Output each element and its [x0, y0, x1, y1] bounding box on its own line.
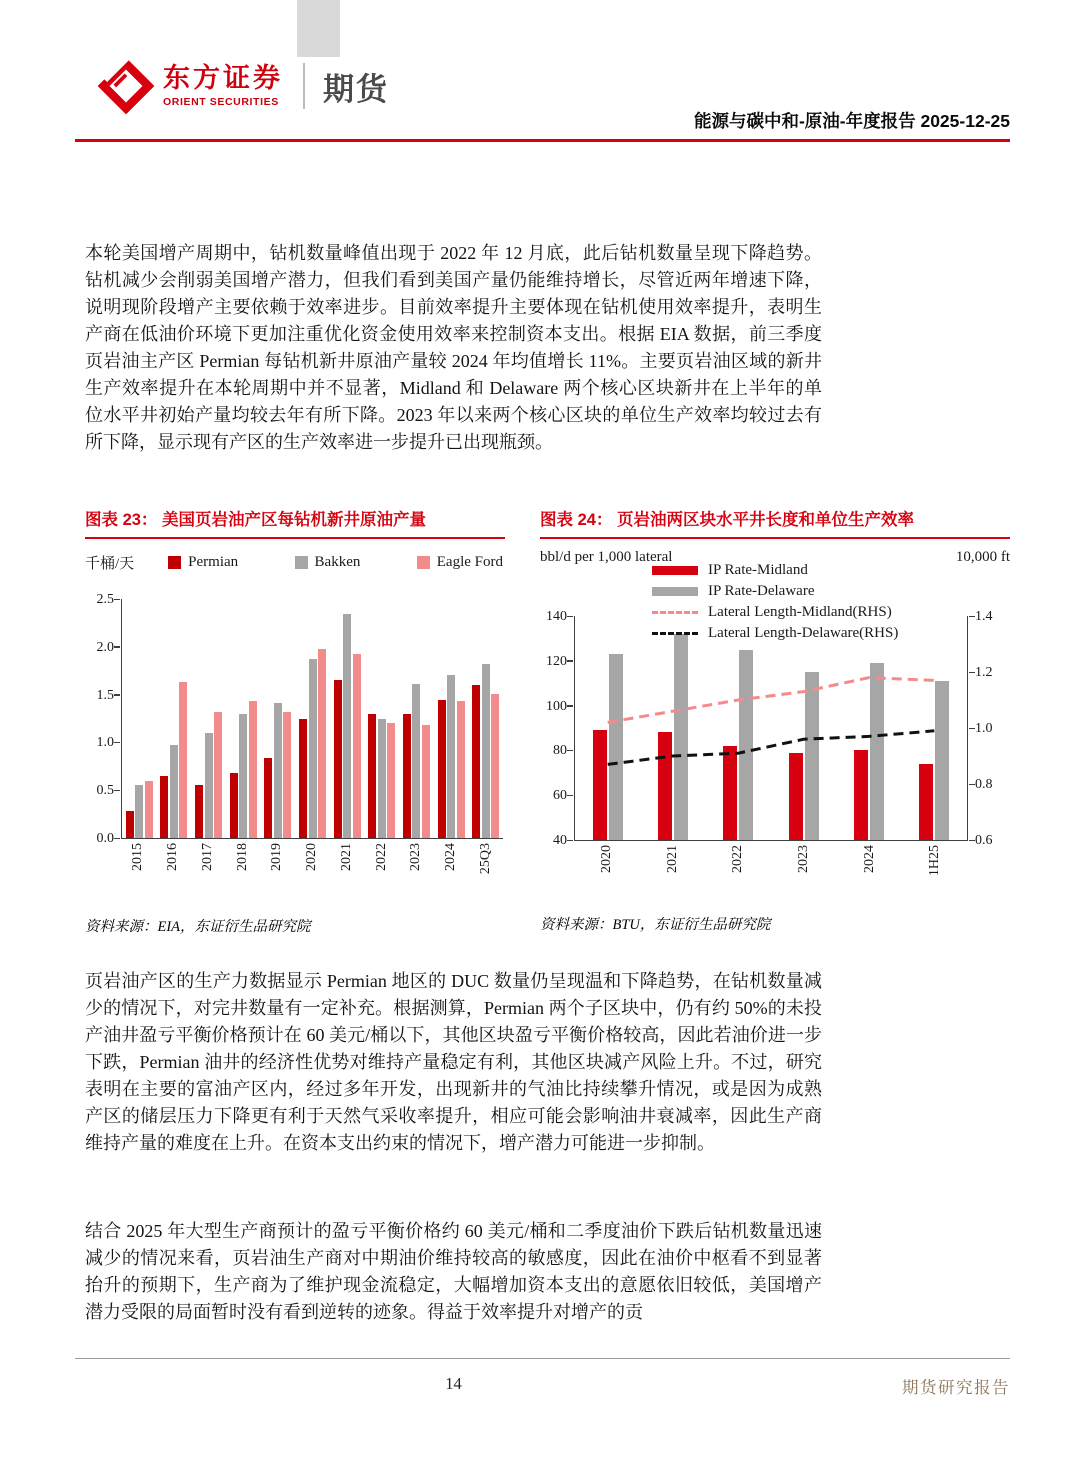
bar-eagle-ford — [387, 723, 395, 838]
figure-23-x-axis — [121, 843, 503, 901]
figure-24-x-axis — [574, 845, 968, 899]
x-axis-tick-label: 2023 — [795, 845, 811, 873]
y-axis-tick — [567, 616, 573, 618]
figure-23-legend — [168, 554, 503, 571]
y-axis-tick — [567, 795, 573, 797]
y-axis-tick-label: 80 — [553, 743, 567, 759]
legend-line-swatch — [652, 611, 698, 614]
y-axis-tick — [567, 750, 573, 752]
bar-eagle-ford — [491, 694, 499, 838]
x-axis-tick-label: 2015 — [130, 843, 146, 871]
x-axis-cell — [225, 843, 260, 901]
brand-text — [163, 64, 283, 107]
legend-line-swatch — [652, 632, 698, 635]
bar-bakken — [170, 745, 178, 838]
x-axis-cell — [434, 843, 469, 901]
x-axis-tick-label: 2024 — [442, 843, 458, 871]
bar-permian — [403, 714, 411, 838]
bar-permian — [299, 719, 307, 839]
figure-24-left-axis-label: bbl/d per 1,000 lateral — [540, 549, 673, 565]
x-axis-tick-label: 2018 — [234, 843, 250, 871]
bar-permian — [438, 700, 446, 838]
brand-divider — [303, 63, 305, 109]
figure-24-y-axis-left — [540, 609, 574, 848]
y-axis-tick-label: 1.2 — [975, 665, 993, 680]
legend-label: IP Rate-Delaware — [708, 583, 815, 599]
x-axis-cell — [156, 843, 191, 901]
y-axis-tick-label: 1.4 — [975, 609, 993, 624]
x-axis-tick-label: 1H25 — [927, 845, 943, 877]
figure-23-unit-label: 千桶/天 — [85, 556, 135, 572]
bar-eagle-ford — [179, 682, 187, 838]
header-gray-block — [297, 0, 340, 57]
bar-bakken — [447, 675, 455, 838]
header-rule — [75, 139, 1010, 142]
legend-label: Eagle Ford — [436, 554, 503, 570]
bar-ip-rate-delaware — [935, 681, 949, 840]
bar-bakken — [274, 703, 282, 838]
legend-item-ip-rate-midland — [652, 562, 898, 579]
legend-label: Permian — [188, 554, 239, 570]
y-axis-tick — [567, 660, 573, 662]
brand-name-en: ORIENT SECURITIES — [163, 95, 279, 108]
y-axis-tick-label: 0.8 — [975, 777, 993, 792]
bar-permian — [195, 785, 203, 838]
figure-24-y-axis-right — [968, 609, 1008, 848]
fig24-plot — [574, 616, 968, 841]
x-axis-cell — [574, 845, 640, 899]
x-axis-cell — [121, 843, 156, 901]
bar-ip-rate-delaware — [870, 663, 884, 840]
y-axis-tick — [567, 840, 573, 842]
y-axis-tick-label: 2.5 — [96, 592, 114, 607]
bar-permian — [126, 811, 134, 838]
x-axis-tick-label: 2019 — [269, 843, 285, 871]
bar-eagle-ford — [457, 701, 465, 838]
legend-label: Lateral Length-Delaware(RHS) — [708, 625, 899, 641]
y-axis-tick — [114, 694, 120, 696]
x-axis-cell — [640, 845, 706, 899]
y-axis-tick-label: 2.0 — [96, 639, 114, 655]
bar-bakken — [135, 785, 143, 838]
bar-eagle-ford — [283, 712, 291, 838]
bar-eagle-ford — [318, 649, 326, 838]
division-label: 期货 — [323, 71, 389, 107]
bar-eagle-ford — [422, 725, 430, 838]
x-axis-cell — [260, 843, 295, 901]
y-axis-tick-label: 0.0 — [96, 831, 114, 846]
bar-permian — [472, 685, 480, 838]
bar-eagle-ford — [353, 654, 361, 839]
orient-securities-logo-icon — [98, 58, 154, 114]
x-axis-tick-label: 2020 — [304, 843, 320, 871]
bar-bakken — [205, 733, 213, 838]
y-axis-tick-label: 40 — [553, 833, 567, 848]
bar-permian — [368, 714, 376, 838]
bar-bakken — [309, 659, 317, 838]
x-axis-tick-label: 2020 — [598, 845, 614, 873]
figure-23 — [85, 506, 505, 936]
legend-bar-swatch — [652, 566, 698, 575]
x-axis-tick-label: 2022 — [730, 845, 746, 873]
bar-ip-rate-delaware — [739, 650, 753, 840]
line-overlay — [575, 616, 967, 840]
bar-ip-rate-midland — [593, 730, 607, 840]
x-axis-tick-label: 2016 — [165, 843, 181, 871]
x-axis-cell — [399, 843, 434, 901]
x-axis-tick-label: 2022 — [373, 843, 389, 871]
bar-bakken — [239, 714, 247, 838]
y-axis-tick-label: 100 — [546, 698, 567, 714]
figure-24-source: 资料来源：BTU，东证衍生品研究院 — [540, 917, 771, 933]
y-axis-tick — [567, 705, 573, 707]
x-axis-tick-label: 2024 — [861, 845, 877, 873]
bar-ip-rate-midland — [854, 750, 868, 840]
bar-permian — [160, 776, 168, 838]
page-number: 14 — [445, 1374, 462, 1393]
x-axis-cell — [295, 843, 330, 901]
figure-23-chart — [85, 592, 505, 846]
y-axis-tick-label: 0.6 — [975, 833, 993, 848]
x-axis-cell — [329, 843, 364, 901]
paragraph-2: 页岩油产区的生产力数据显示 Permian 地区的 DUC 数量仍呈现温和下降趋势，在钻机数量减少的情况下，对完井数量有一定补充。根据测算，Permian 两个子区块中，仍有约 50%的未投产油井盈亏平衡价格预计在 60 美元/桶以下，其他区块盈亏平衡价格较高，因此若油价进一步下跌，Permian 油井的经济性优势对维持产量稳定有利，其他区块减产风险上升。不过，研究表明在主要的富油产区内，经过多年开发，出现新井的气油比持续攀升情况，或是因为成熟产区的储层压力下降更有利于天然气采收率提升，相应可能会影响油井衰减率，因此生产商维持产量的难度在上升。在资本支出约束的情况下，增产潜力可能进一步抑制。 — [85, 971, 822, 1153]
y-axis-tick-label: 1.0 — [975, 721, 993, 736]
x-axis-cell — [190, 843, 225, 901]
x-axis-cell — [364, 843, 399, 901]
legend-item-ip-rate-delaware — [652, 583, 898, 600]
legend-item-bakken — [295, 554, 361, 571]
brand-name-cn: 东方证券 — [163, 63, 283, 94]
x-axis-cell — [468, 843, 503, 901]
figure-23-y-axis — [85, 592, 121, 846]
x-axis-cell — [771, 845, 837, 899]
figure-24-legend — [652, 562, 898, 642]
bar-ip-rate-delaware — [805, 672, 819, 840]
y-axis-tick-label: 1.5 — [96, 687, 114, 703]
bar-eagle-ford — [214, 712, 222, 838]
y-axis-tick — [114, 742, 120, 744]
x-axis-tick-label: 2021 — [338, 843, 354, 871]
brand-logo-row — [98, 58, 389, 114]
y-axis-tick-label: 0.5 — [96, 783, 114, 799]
figure-23-head — [85, 552, 505, 573]
x-axis-tick-label: 2021 — [664, 845, 680, 873]
bar-bakken — [343, 614, 351, 838]
report-title: 能源与碳中和-原油-年度报告 2025-12-25 — [693, 111, 1010, 131]
charts-section — [85, 506, 1010, 936]
x-axis-cell — [902, 845, 968, 899]
bar-bakken — [378, 719, 386, 839]
x-axis-tick-label: 2023 — [408, 843, 424, 871]
x-axis-tick-label: 25Q3 — [477, 843, 493, 875]
legend-item-lateral-length-midland-rhs — [652, 604, 898, 621]
bar-ip-rate-midland — [919, 764, 933, 840]
y-axis-tick-label: 120 — [546, 653, 567, 669]
bar-eagle-ford — [249, 701, 257, 838]
line-lateral-length-delaware-rhs — [608, 731, 935, 765]
y-axis-tick — [114, 790, 120, 792]
legend-label: Bakken — [314, 554, 361, 570]
legend-label: Lateral Length-Midland(RHS) — [708, 604, 892, 620]
y-axis-tick — [114, 599, 120, 601]
x-axis-cell — [837, 845, 903, 899]
legend-swatch — [417, 556, 430, 569]
figure-23-source: 资料来源：EIA，东证衍生品研究院 — [85, 919, 311, 935]
y-axis-tick — [114, 838, 120, 840]
paragraph-3: 结合 2025 年大型生产商预计的盈亏平衡价格约 60 美元/桶和二季度油价下跌后钻机数量迅速减少的情况来看，页岩油生产商对中期油价维持较高的敏感度，因此在油价中枢看不到显著抬升的预期下，生产商为了维护现金流稳定，大幅增加资本支出的意愿依旧较低，美国增产潜力受限的局面暂时没有看到逆转的迹象。得益于效率提升对增产的贡 — [85, 1221, 822, 1322]
bar-ip-rate-delaware — [609, 654, 623, 840]
legend-bar-swatch — [652, 587, 698, 596]
footer-report-label: 期货研究报告 — [902, 1378, 1010, 1397]
bar-bakken — [412, 684, 420, 838]
bar-ip-rate-midland — [658, 732, 672, 840]
y-axis-tick-label: 140 — [546, 609, 567, 624]
figure-24-title: 图表 24： 页岩油两区块水平井长度和单位生产效率 — [540, 506, 1010, 539]
figure-23-title: 图表 23： 美国页岩油产区每钻机新井原油产量 — [85, 506, 505, 539]
fig23-plot — [121, 599, 503, 839]
figure-24 — [540, 506, 1010, 936]
legend-label: IP Rate-Midland — [708, 562, 808, 578]
figure-24-right-axis-label: 10,000 ft — [955, 549, 1010, 565]
x-axis-tick-label: 2017 — [199, 843, 215, 871]
legend-item-eagle-ford — [417, 554, 503, 571]
line-lateral-length-midland-rhs — [608, 678, 935, 723]
legend-swatch — [168, 556, 181, 569]
footer-rule — [75, 1358, 1010, 1359]
bar-eagle-ford — [145, 781, 153, 838]
bar-ip-rate-delaware — [674, 634, 688, 840]
paragraph-1: 本轮美国增产周期中，钻机数量峰值出现于 2022 年 12 月底，此后钻机数量呈现下降趋势。钻机减少会削弱美国增产潜力，但我们看到美国产量仍能维持增长，尽管近两年增速下降，说明现阶段增产主要依赖于效率进步。目前效率提升主要体现在钻机使用效率提升，表明生产商在低油价环境下更加注重优化资金使用效率来控制资本支出。根据 EIA 数据，前三季度页岩油主产区 Permian 每钻机新井原油产量较 2024 年均值增长 11%。主要页岩油区域的新井生产效率提升在本轮周期中并不显著，Midland 和 Delaware 两个核心区块新井在上半年的单位水平井初始产量均较去年有所下降。2023 年以来两个核心区块的单位生产效率均较过去有所下降，显示现有产区的生产效率进一步提升已出现瓶颈。 — [85, 243, 822, 452]
bar-permian — [264, 758, 272, 838]
bar-ip-rate-midland — [723, 746, 737, 840]
legend-item-lateral-length-delaware-rhs — [652, 625, 898, 642]
legend-swatch — [295, 556, 308, 569]
y-axis-tick-label: 60 — [553, 788, 567, 804]
legend-item-permian — [168, 554, 238, 571]
bar-permian — [230, 773, 238, 838]
bar-bakken — [482, 664, 490, 838]
y-axis-tick-label: 1.0 — [96, 735, 114, 751]
y-axis-tick — [114, 646, 120, 648]
x-axis-cell — [705, 845, 771, 899]
bar-ip-rate-midland — [789, 753, 803, 840]
bar-permian — [334, 680, 342, 838]
